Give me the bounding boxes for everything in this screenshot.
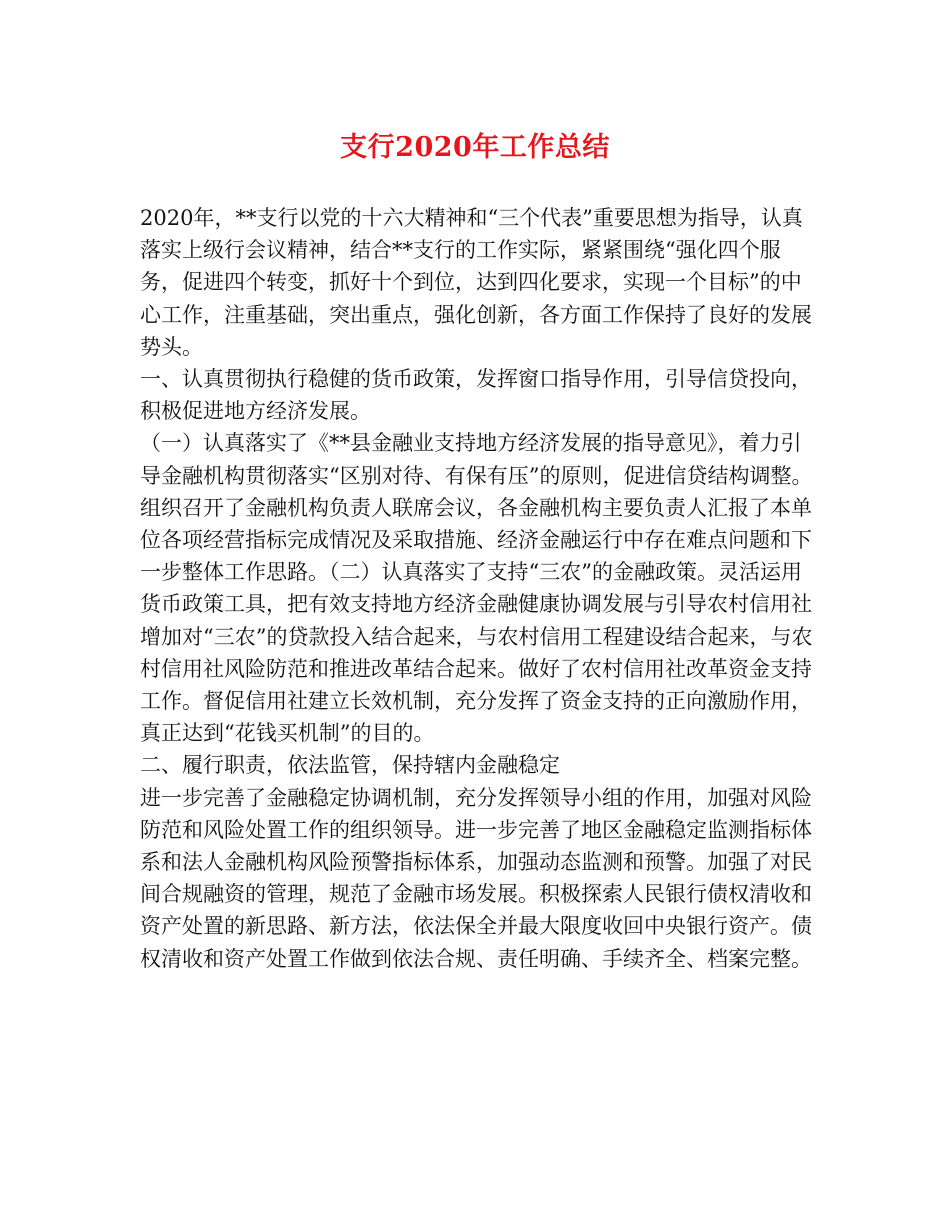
document-title: 支行2020年工作总结	[340, 132, 610, 163]
paragraph-section-1: （一）认真落实了《**县金融业支持地方经济发展的指导意见》，着力引导金融机构贯彻落实“区别对待、有保有压”的原则，促进信贷结构调整。组织召开了金融机构负责人联席会议，各金融机构主要负责人汇报了本单位各项经营指标完成情况及采取措施、经济金融运行中存在难点问题和下一步整体工作思路。（二）认真落实了支持“三农”的金融政策。灵活运用货币政策工具，把有效支持地方经济金融健康协调发展与引导农村信用社增加对“三农”的贷款投入结合起来，与农村信用工程建设结合起来，与农村信用社风险防范和推进改革结合起来。做好了农村信用社改革资金支持工作。督促信用社建立长效机制，充分发挥了资金支持的正向激励作用，真正达到“花钱买机制”的目的。	[140, 431, 813, 746]
section-heading-2: 二、履行职责，依法监管，保持辖内金融稳定	[140, 753, 560, 778]
section-heading-1: 一、认真贯彻执行稳健的货币政策，发挥窗口指导作用，引导信贷投向，积极促进地方经济发展。	[140, 367, 812, 424]
paragraph-intro: 2020年，**支行以党的十六大精神和“三个代表”重要思想为指导，认真落实上级行会议精神，结合**支行的工作实际，紧紧围绕“强化四个服务，促进四个转变，抓好十个到位，达到四化要求，实现一个目标”的中心工作，注重基础，突出重点，强化创新，各方面工作保持了良好的发展势头。	[140, 206, 812, 359]
paragraph-section-2: 进一步完善了金融稳定协调机制，充分发挥领导小组的作用，加强对风险防范和风险处置工作的组织领导。进一步完善了地区金融稳定监测指标体系和法人金融机构风险预警指标体系，加强动态监测和预警。加强了对民间合规融资的管理，规范了金融市场发展。积极探索人民银行债权清收和资产处置的新思路、新方法，依法保全并最大限度收回中央银行资产。债权清收和资产处置工作做到依法合规、责任明确、手续齐全、档案完整。	[140, 785, 812, 971]
document-body	[140, 202, 820, 975]
